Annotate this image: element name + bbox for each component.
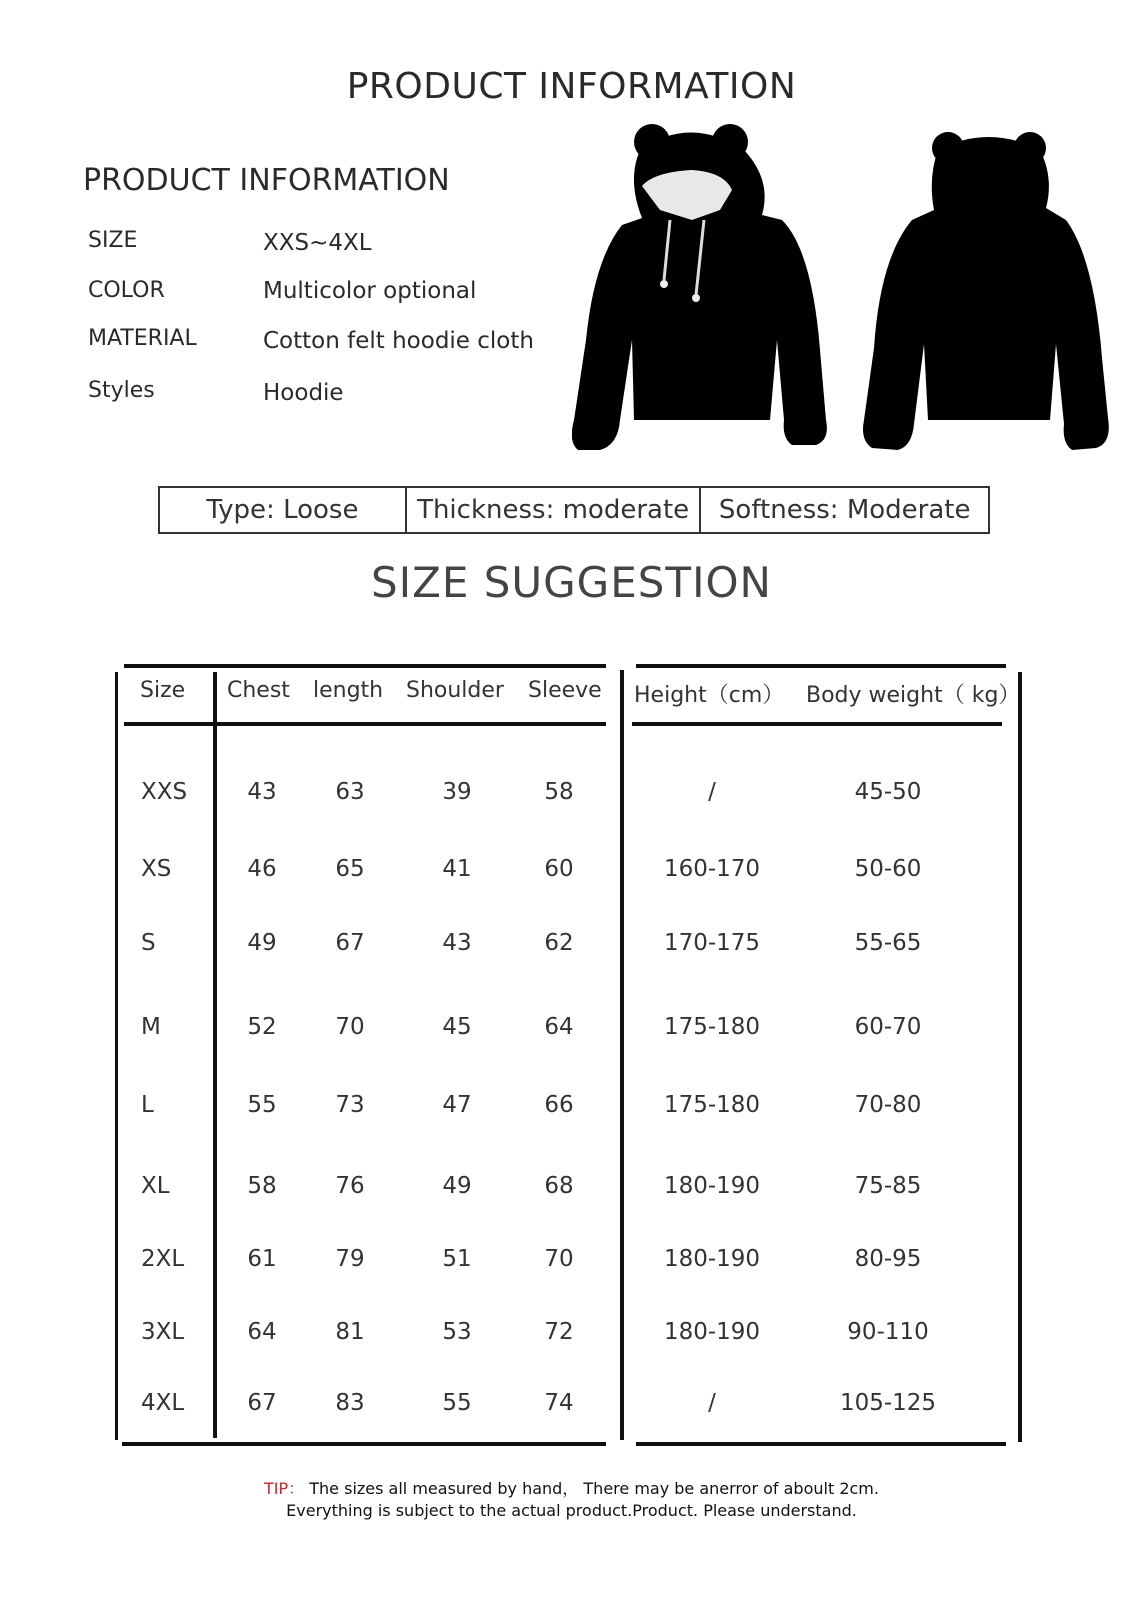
cell-chest: 58 — [247, 1173, 277, 1199]
cell-sleeve: 60 — [544, 856, 574, 882]
cell-sleeve: 58 — [544, 779, 574, 805]
cell-size: 3XL — [141, 1319, 185, 1345]
cell-shoulder: 55 — [442, 1390, 472, 1416]
cell-chest: 61 — [247, 1246, 277, 1272]
cell-body-weight: 45-50 — [854, 779, 922, 805]
cell-sleeve: 64 — [544, 1014, 574, 1040]
table-left-border — [115, 672, 118, 1440]
attribute-thickness: Thickness: moderate — [407, 488, 702, 532]
header-height: Height（cm） — [634, 683, 785, 708]
tip-line-2: Everything is subject to the actual product.Product. Please understand. — [286, 1501, 857, 1520]
cell-size: XS — [141, 856, 172, 882]
spec-label-material: MATERIAL — [88, 326, 197, 351]
cell-height: 180-190 — [663, 1319, 761, 1345]
cell-chest: 55 — [247, 1092, 277, 1118]
header-length: length — [313, 678, 384, 703]
cell-length: 67 — [335, 930, 365, 956]
attribute-type: Type: Loose — [160, 488, 407, 532]
cell-body-weight: 60-70 — [854, 1014, 922, 1040]
cell-shoulder: 49 — [442, 1173, 472, 1199]
table-bottom-rule-left — [122, 1442, 606, 1446]
cell-size: XXS — [141, 779, 188, 805]
cell-chest: 43 — [247, 779, 277, 805]
cell-sleeve: 66 — [544, 1092, 574, 1118]
cell-body-weight: 75-85 — [854, 1173, 922, 1199]
cell-size: M — [141, 1014, 161, 1040]
cell-size: L — [141, 1092, 154, 1118]
cell-body-weight: 70-80 — [854, 1092, 922, 1118]
cell-body-weight: 105-125 — [839, 1390, 937, 1416]
spec-value-material: Cotton felt hoodie cloth — [263, 328, 534, 354]
tip-note — [0, 1478, 1143, 1522]
cell-height: 180-190 — [663, 1246, 761, 1272]
table-right-border — [1018, 672, 1022, 1442]
cell-size: 2XL — [141, 1246, 185, 1272]
cell-height: 175-180 — [663, 1092, 761, 1118]
header-chest: Chest — [227, 678, 290, 703]
section-title: PRODUCT INFORMATION — [83, 163, 450, 198]
table-section-divider — [620, 670, 624, 1440]
cell-chest: 52 — [247, 1014, 277, 1040]
attribute-softness: Softness: Moderate — [718, 495, 971, 525]
tip-line-1 — [0, 1478, 1143, 1500]
tip-label: TIP： — [264, 1479, 305, 1498]
table-top-rule-left — [124, 664, 606, 668]
cell-length: 79 — [335, 1246, 365, 1272]
cell-chest: 46 — [247, 856, 277, 882]
cell-shoulder: 51 — [442, 1246, 472, 1272]
cell-shoulder: 53 — [442, 1319, 472, 1345]
cell-shoulder: 45 — [442, 1014, 472, 1040]
cell-chest: 67 — [247, 1390, 277, 1416]
spec-label-size: SIZE — [88, 228, 138, 253]
cell-sleeve: 74 — [544, 1390, 574, 1416]
page-title: PRODUCT INFORMATION — [346, 66, 797, 107]
table-header-rule-left — [124, 722, 606, 726]
cell-height: 180-190 — [663, 1173, 761, 1199]
header-shoulder: Shoulder — [406, 678, 504, 703]
hoodie-back-icon — [858, 128, 1116, 468]
hoodie-front-icon — [572, 120, 852, 465]
cell-height: 175-180 — [663, 1014, 761, 1040]
cell-length: 65 — [335, 856, 365, 882]
spec-value-color: Multicolor optional — [263, 278, 477, 304]
header-sleeve: Sleeve — [528, 678, 602, 703]
cell-height: / — [708, 1390, 716, 1416]
cell-size: 4XL — [141, 1390, 185, 1416]
cell-length: 76 — [335, 1173, 365, 1199]
table-bottom-rule-right — [636, 1442, 1006, 1446]
table-top-rule-right — [636, 664, 1006, 668]
attribute-box — [158, 486, 990, 534]
cell-height: 160-170 — [663, 856, 761, 882]
cell-shoulder: 41 — [442, 856, 472, 882]
cell-length: 70 — [335, 1014, 365, 1040]
cell-shoulder: 47 — [442, 1092, 472, 1118]
cell-length: 63 — [335, 779, 365, 805]
cell-sleeve: 68 — [544, 1173, 574, 1199]
cell-body-weight: 55-65 — [854, 930, 922, 956]
cell-length: 81 — [335, 1319, 365, 1345]
header-size: Size — [140, 678, 186, 703]
cell-shoulder: 39 — [442, 779, 472, 805]
size-suggestion-title: SIZE SUGGESTION — [371, 558, 772, 607]
cell-chest: 64 — [247, 1319, 277, 1345]
spec-label-color: COLOR — [88, 278, 165, 303]
cell-length: 73 — [335, 1092, 365, 1118]
cell-body-weight: 80-95 — [854, 1246, 922, 1272]
cell-shoulder: 43 — [442, 930, 472, 956]
spec-value-styles: Hoodie — [263, 380, 344, 406]
cell-body-weight: 50-60 — [854, 856, 922, 882]
cell-length: 83 — [335, 1390, 365, 1416]
cell-body-weight: 90-110 — [847, 1319, 929, 1345]
cell-height: 170-175 — [663, 930, 761, 956]
cell-height: / — [708, 779, 716, 805]
spec-value-size: XXS~4XL — [263, 230, 372, 256]
cell-size: S — [141, 930, 156, 956]
cell-chest: 49 — [247, 930, 277, 956]
header-body-weight: Body weight（ kg） — [806, 683, 1021, 708]
cell-sleeve: 72 — [544, 1319, 574, 1345]
cell-sleeve: 62 — [544, 930, 574, 956]
tip-text-1: The sizes all measured by hand， There may be anerror of aboult 2cm. — [309, 1479, 879, 1498]
table-header-rule-right — [632, 722, 1002, 726]
spec-label-styles: Styles — [88, 378, 155, 403]
cell-sleeve: 70 — [544, 1246, 574, 1272]
cell-size: XL — [141, 1173, 170, 1199]
